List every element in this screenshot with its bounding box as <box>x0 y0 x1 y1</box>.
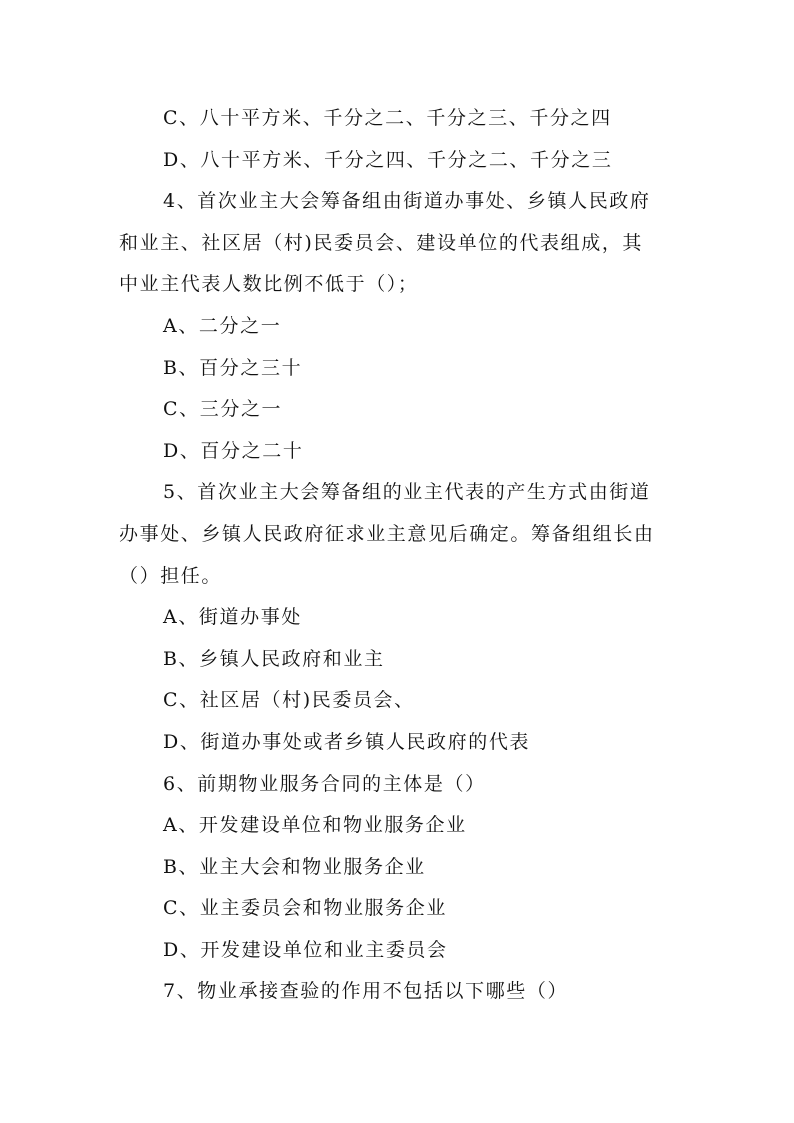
option-c-q3: C、八十平方米、千分之二、千分之三、千分之四 <box>163 107 612 129</box>
option-b-q5: B、乡镇人民政府和业主 <box>163 647 385 670</box>
option-a-q4: A、二分之一 <box>163 314 282 337</box>
option-d-q5: D、街道办事处或者乡镇人民政府的代表 <box>163 730 531 753</box>
question-4-stem-line-1: 4、首次业主大会筹备组由街道办事处、乡镇人民政府 <box>163 190 651 213</box>
option-a-q6: A、开发建设单位和物业服务企业 <box>163 814 467 837</box>
option-c-q5: C、社区居（村)民委员会、 <box>163 689 415 712</box>
option-c-q6: C、业主委员会和物业服务企业 <box>163 897 447 920</box>
option-d-q6: D、开发建设单位和业主委员会 <box>163 938 448 961</box>
question-7-stem: 7、物业承接查验的作用不包括以下哪些（） <box>163 980 569 1003</box>
question-6-stem: 6、前期物业服务合同的主体是（） <box>163 772 486 795</box>
option-b-q6: B、业主大会和物业服务企业 <box>163 855 426 878</box>
option-d-q3: D、八十平方米、千分之四、千分之二、千分之三 <box>163 148 613 171</box>
question-5-stem-line-1: 5、首次业主大会筹备组的业主代表的产生方式由街道 <box>163 481 651 504</box>
document-body <box>119 98 679 1013</box>
question-5-stem-line-3: （）担任。 <box>119 564 223 587</box>
question-5-stem-line-2: 办事处、乡镇人民政府征求业主意见后确定。筹备组组长由 <box>119 522 655 545</box>
option-b-q4: B、百分之三十 <box>163 356 303 379</box>
option-c-q4: C、三分之一 <box>163 398 283 421</box>
question-4-stem-line-2: 和业主、社区居（村)民委员会、建设单位的代表组成，其 <box>119 231 644 254</box>
option-a-q5: A、街道办事处 <box>163 606 302 629</box>
option-d-q4: D、百分之二十 <box>163 439 304 462</box>
question-4-stem-line-3: 中业主代表人数比例不低于（）； <box>119 273 419 296</box>
